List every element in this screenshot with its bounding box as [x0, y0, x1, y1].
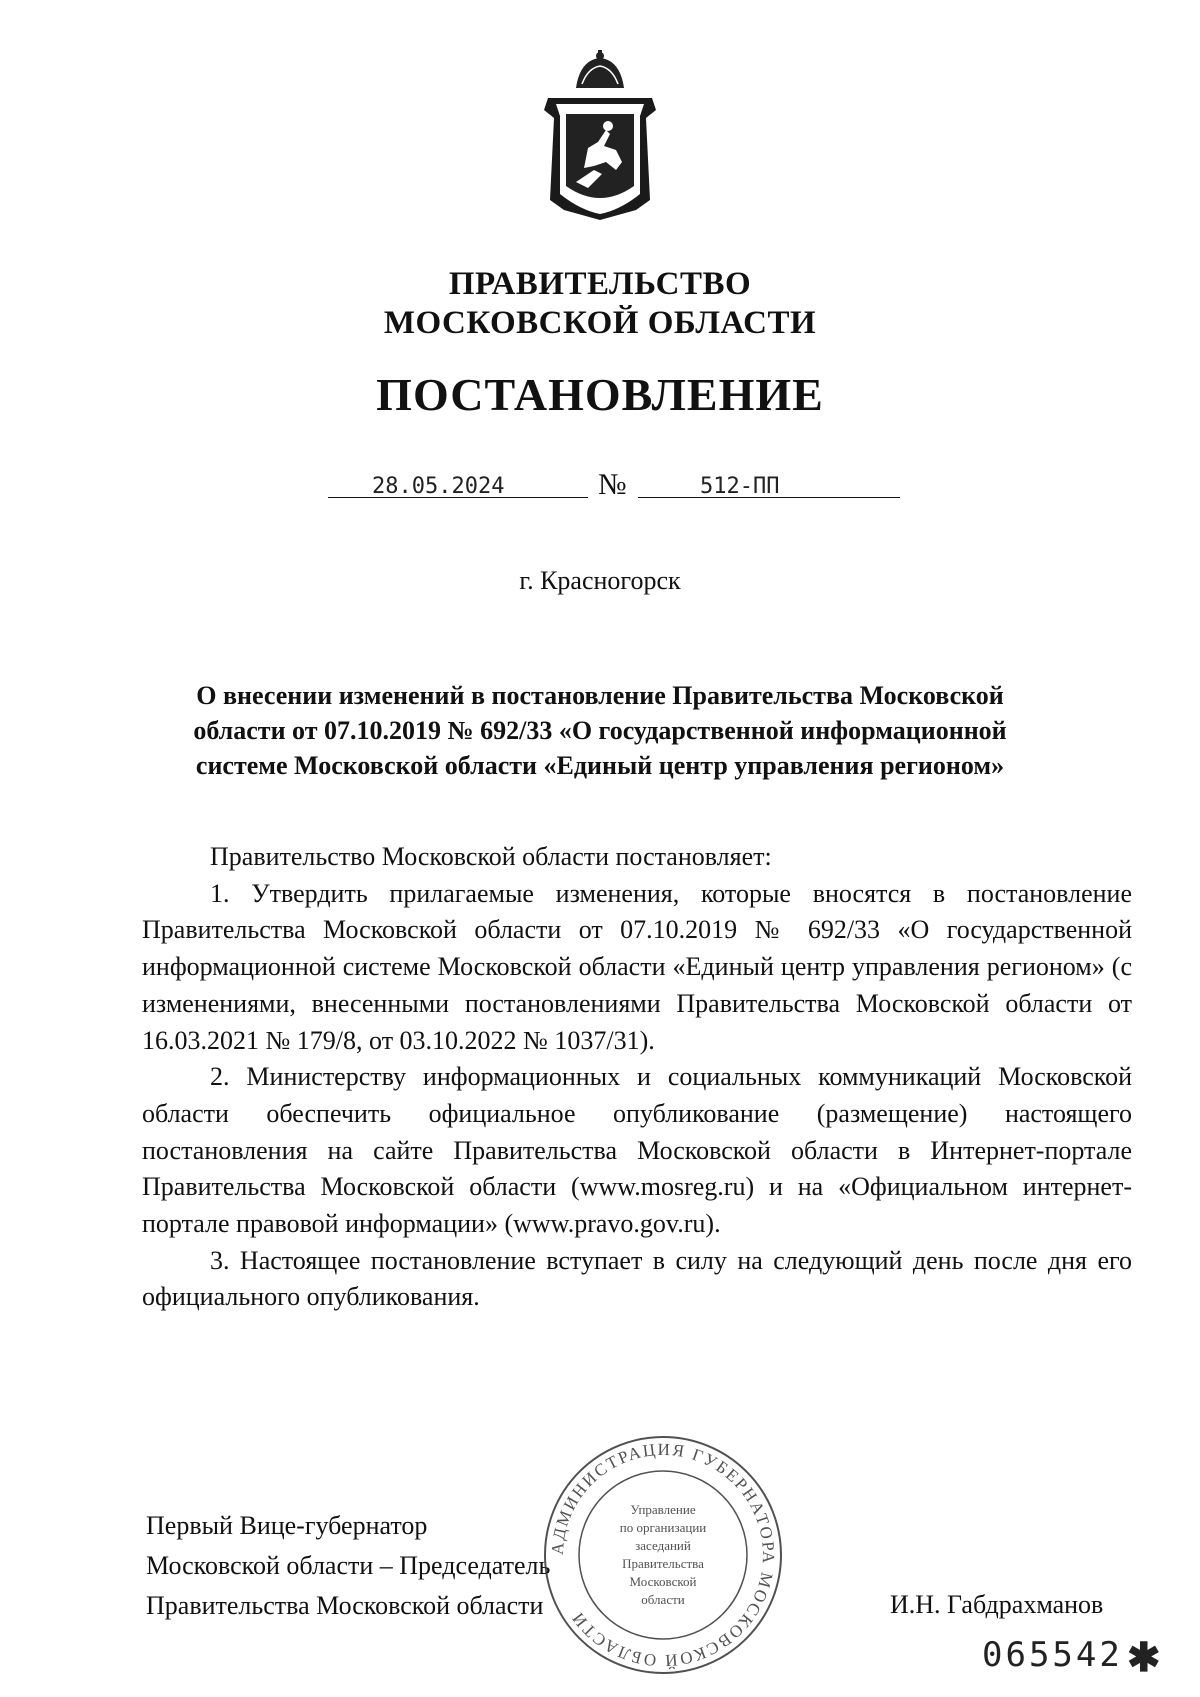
document-title [160, 678, 1040, 783]
stamp-line: Правительства [622, 1556, 704, 1571]
serial-mark: ✱ [1127, 1635, 1161, 1680]
svg-text:АДМИНИСТРАЦИЯ ГУБЕРНАТОРА МОСК: АДМИНИСТРАЦИЯ ГУБЕРНАТОРА МОСКОВСКОЙ ОБЛАСТИ [547, 1439, 779, 1671]
document-date: 28.05.2024 [372, 474, 505, 499]
body-item-3: 3. Настоящее постановление вступает в силу на следующий день после дня его официального опубликования. [142, 1245, 1132, 1312]
serial-number: 065542 [982, 1635, 1123, 1675]
position-line: Московской области – Председатель [146, 1551, 551, 1580]
stamp-line: заседаний [635, 1538, 691, 1553]
body-item-1: 1. Утвердить прилагаемые изменения, которые вносятся в постановление Правительства Московской области от 07.10.2019 № 692/33 «О государственной информационной системе Московской области «Единый центр управления регионом» (с изменениями, внесенными постановлениями Правительства Московской области от 16.03.2021 № 179/8, от 03.10.2022 № 1037/31). [142, 878, 1132, 1055]
org-name-line1: ПРАВИТЕЛЬСТВО [448, 266, 752, 302]
coat-of-arms-icon [536, 50, 664, 222]
city: г. Красногорск [519, 566, 681, 595]
document-body [142, 839, 1132, 1316]
position-line: Правительства Московской области [146, 1591, 544, 1620]
position-line: Первый Вице-губернатор [146, 1511, 428, 1540]
official-stamp [538, 1430, 788, 1680]
title-line: системе Московской области «Единый центр управления регионом» [195, 751, 1005, 780]
stamp-line: области [641, 1592, 685, 1607]
document-number: 512-ПП [700, 474, 780, 499]
title-line: области от 07.10.2019 № 692/33 «О государственной информационной [193, 716, 1007, 745]
body-item-2: 2. Министерству информационных и социальных коммуникаций Московской области обеспечить официальное опубликование (размещение) настоящего постановления на сайте Правительства Московской области в Интернет-портале Правительства Московской области (www.mosreg.ru) и на «Официальном интернет-портале правовой информации» (www.pravo.gov.ru). [142, 1062, 1132, 1239]
stamp-line: по организации [619, 1520, 707, 1535]
org-name-line2: МОСКОВСКОЙ ОБЛАСТИ [383, 305, 817, 341]
signatory-position [146, 1506, 550, 1626]
title-line: О внесении изменений в постановление Правительства Московской [196, 681, 1004, 710]
stamp-line: Управление [630, 1502, 696, 1517]
number-sign: № [598, 468, 627, 501]
stamp-line: Московской [629, 1574, 697, 1589]
signatory-name: И.Н. Габдрахманов [890, 1590, 1104, 1619]
body-intro: Правительство Московской области постановляет: [210, 842, 772, 871]
document-type: ПОСТАНОВЛЕНИЕ [376, 369, 824, 420]
